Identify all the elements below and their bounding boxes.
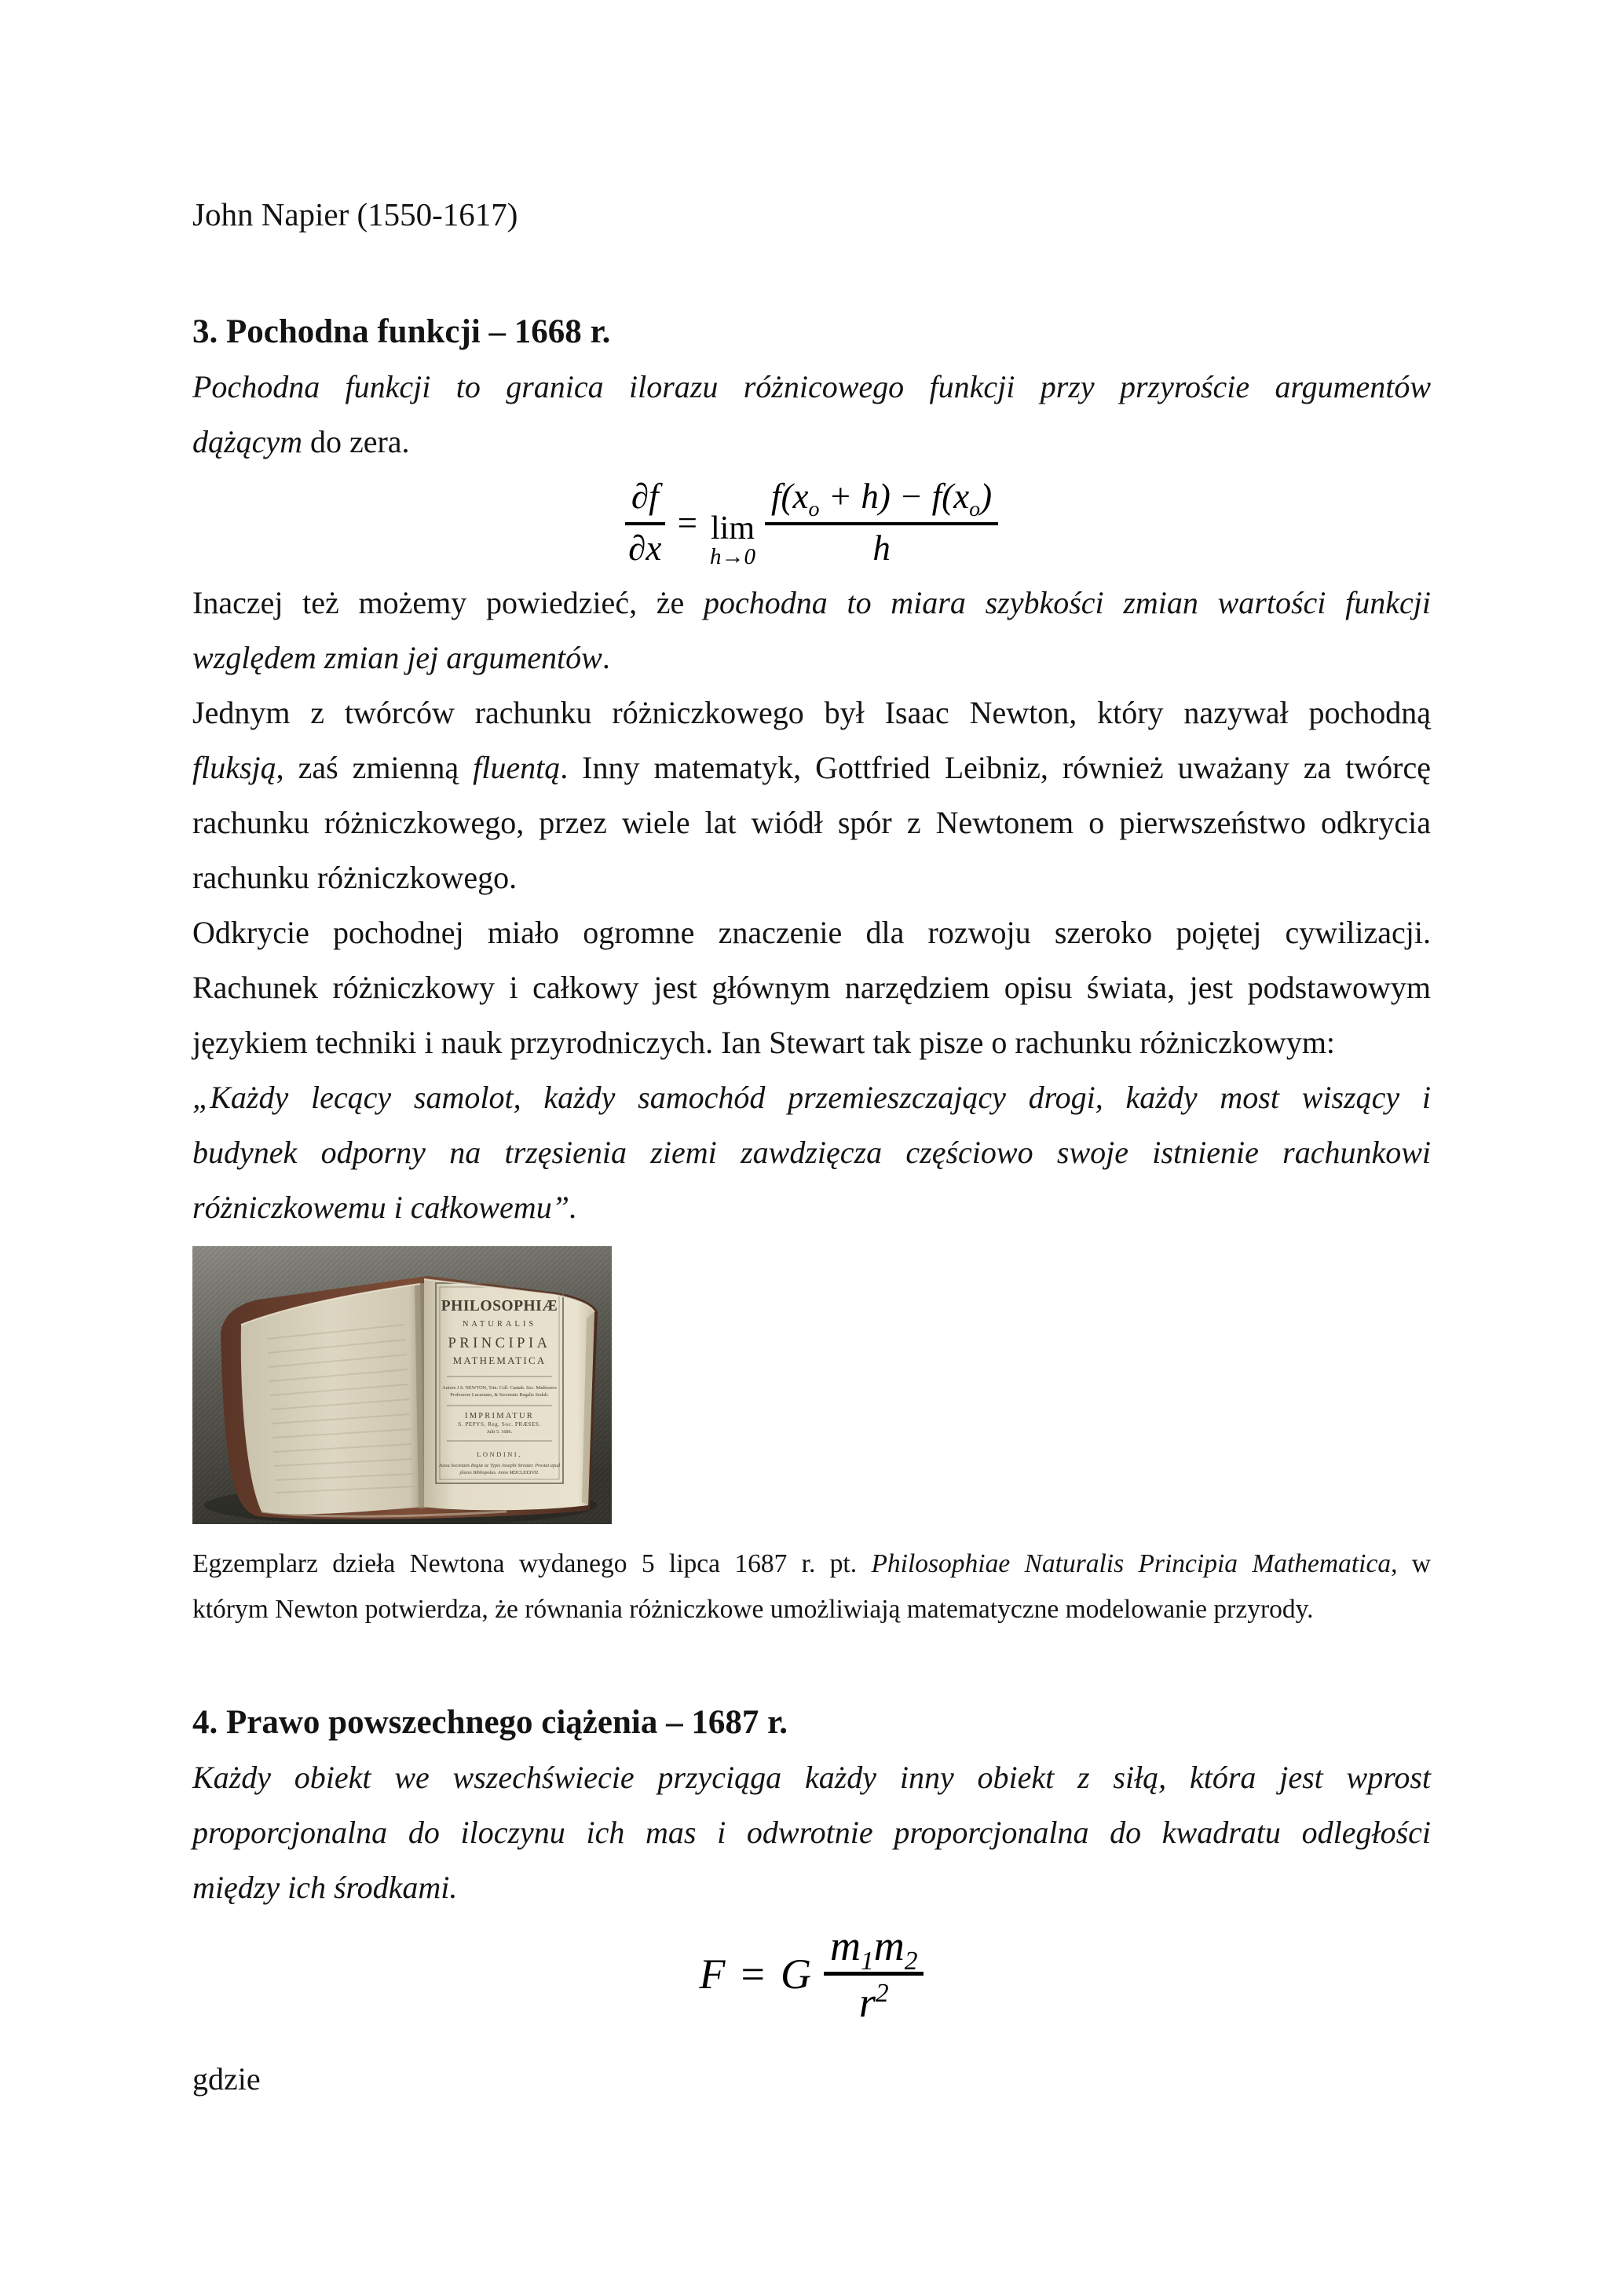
text-line: Rachunek różniczkowy i całkowy jest głównym narzędziem opisu świata, jest podstawowym — [192, 970, 1431, 1005]
text-line: którym Newton potwierdza, że równania różniczkowe umożliwiają matematyczne modelowanie przyrody. — [192, 1595, 1314, 1624]
text-line: dążącym do zera. — [192, 424, 410, 459]
book-title-line1: PHILOSOPHIÆ — [441, 1298, 558, 1314]
book-imprimatur-line3: Julii 5. 1686. — [486, 1429, 513, 1435]
gravitational-constant-symbol: G — [781, 1951, 811, 1998]
text-line: Egzemplarz dzieła Newtona wydanego 5 lipca 1687 r. pt. Philosophiae Naturalis Principia Mathematica, w — [192, 1549, 1431, 1578]
book-imprint-line2: plures Bibliopolas. Anno MDCLXXXVII. — [459, 1470, 540, 1475]
book-place: LONDINI, — [477, 1450, 522, 1458]
paragraph-derivative-measure — [192, 576, 1431, 686]
text-line: rachunku różniczkowego, przez wiele lat wiódł spór z Newtonem o pierwszeństwo odkrycia — [192, 805, 1431, 840]
paragraph-discovery-importance — [192, 905, 1431, 1070]
text-line: budynek odporny na trzęsienia ziemi zawdzięcza częściowo swoje istnienie rachunkowi — [192, 1135, 1431, 1170]
text-line: językiem techniki i nauk przyrodniczych. Ian Stewart tak pisze o rachunku różniczkowym: — [192, 1025, 1336, 1060]
distance-squared-denominator: $r^2$ — [858, 1978, 889, 2026]
limit-operator: lim h→0 — [710, 510, 756, 570]
mass-product-numerator: $m_1m_2$ — [824, 1924, 924, 1976]
text-line: Pochodna funkcji to granica ilorazu różnicowego funkcji przy przyroście argumentów — [192, 369, 1431, 404]
section-4-heading: 4. Prawo powszechnego ciążenia – 1687 r. — [192, 1704, 788, 1741]
gravity-formula — [192, 1915, 1431, 2033]
text-line: między ich środkami. — [192, 1870, 458, 1905]
paragraph-derivative-definition — [192, 360, 1431, 470]
text-line: „Każdy lecący samolot, każdy samochód przemieszczający drogi, każdy most wiszący i — [192, 1080, 1431, 1115]
principia-book-photo — [192, 1246, 612, 1524]
derivative-rhs-fraction: $\frac{f(x_o + h) - f(x_o)}{h}$ — [765, 478, 998, 567]
paragraph-gravity-law — [192, 1750, 1431, 1915]
book-left-page — [241, 1284, 424, 1514]
book-imprimatur-line2: S. PEPYS, Reg. Soc. PRÆSES. — [458, 1421, 541, 1428]
where-label: gdzie — [192, 2061, 261, 2097]
author-line: John Napier (1550-1617) — [192, 196, 518, 232]
text-line: Odkrycie pochodnej miało ogromne znaczenie dla rozwoju szeroko pojętej cywilizacji. — [192, 915, 1431, 950]
derivative-formula — [192, 470, 1431, 576]
paragraph-calculus-creators — [192, 686, 1431, 905]
text-line: proporcjonalna do iloczynu ich mas i odwrotnie proporcjonalna do kwadratu odległości — [192, 1815, 1431, 1850]
book-title-line4: MATHEMATICA — [452, 1355, 547, 1366]
text-line: rachunku różniczkowego. — [192, 860, 518, 895]
equals-sign: = — [677, 503, 698, 543]
book-author-line2: Professore Lucasiano, & Societatis Regalis Sodali. — [450, 1392, 549, 1398]
text-line: Inaczej też możemy powiedzieć, że pochodna to miara szybkości zmian wartości funkcji — [192, 585, 1431, 620]
derivative-lhs-fraction: $\frac{\partial f}{\partial x}$ — [625, 478, 665, 567]
book-imprimatur: IMPRIMATUR — [465, 1412, 534, 1420]
difference-quotient-numerator: $f(x_o + h) - f(x_o)$ — [765, 478, 998, 525]
paragraph-stewart-quote — [192, 1070, 1431, 1235]
book-title-line2: NATURALIS — [462, 1320, 537, 1329]
gravity-fraction — [824, 1921, 924, 2026]
book-author-line1: Autore J S. NEWTON, Trin. Coll. Cantab. Soc. Matheseos — [442, 1385, 557, 1391]
text-line: Każdy obiekt we wszechświecie przyciąga każdy inny obiekt z siłą, która jest wprost — [192, 1760, 1431, 1795]
text-line: fluksją, zaś zmienną fluentą. Inny matematyk, Gottfried Leibniz, również uważany za twórcę — [192, 750, 1431, 785]
section-3-heading: 3. Pochodna funkcji – 1668 r. — [192, 313, 611, 350]
book-title-line3: PRINCIPIA — [448, 1336, 551, 1351]
text-line: Jednym z twórców rachunku różniczkowego był Isaac Newton, który nazywał pochodną — [192, 695, 1431, 730]
photo-caption — [192, 1541, 1431, 1632]
text-line: różniczkowemu i całkowemu”. — [192, 1190, 577, 1225]
book-imprint-line1: Jussu Societatis Regiæ ac Typis Josephi Streater. Prostat apud — [438, 1463, 561, 1468]
text-line: względem zmian jej argumentów. — [192, 640, 610, 675]
force-symbol: F — [699, 1951, 726, 1998]
equals-sign: = — [741, 1951, 765, 1998]
